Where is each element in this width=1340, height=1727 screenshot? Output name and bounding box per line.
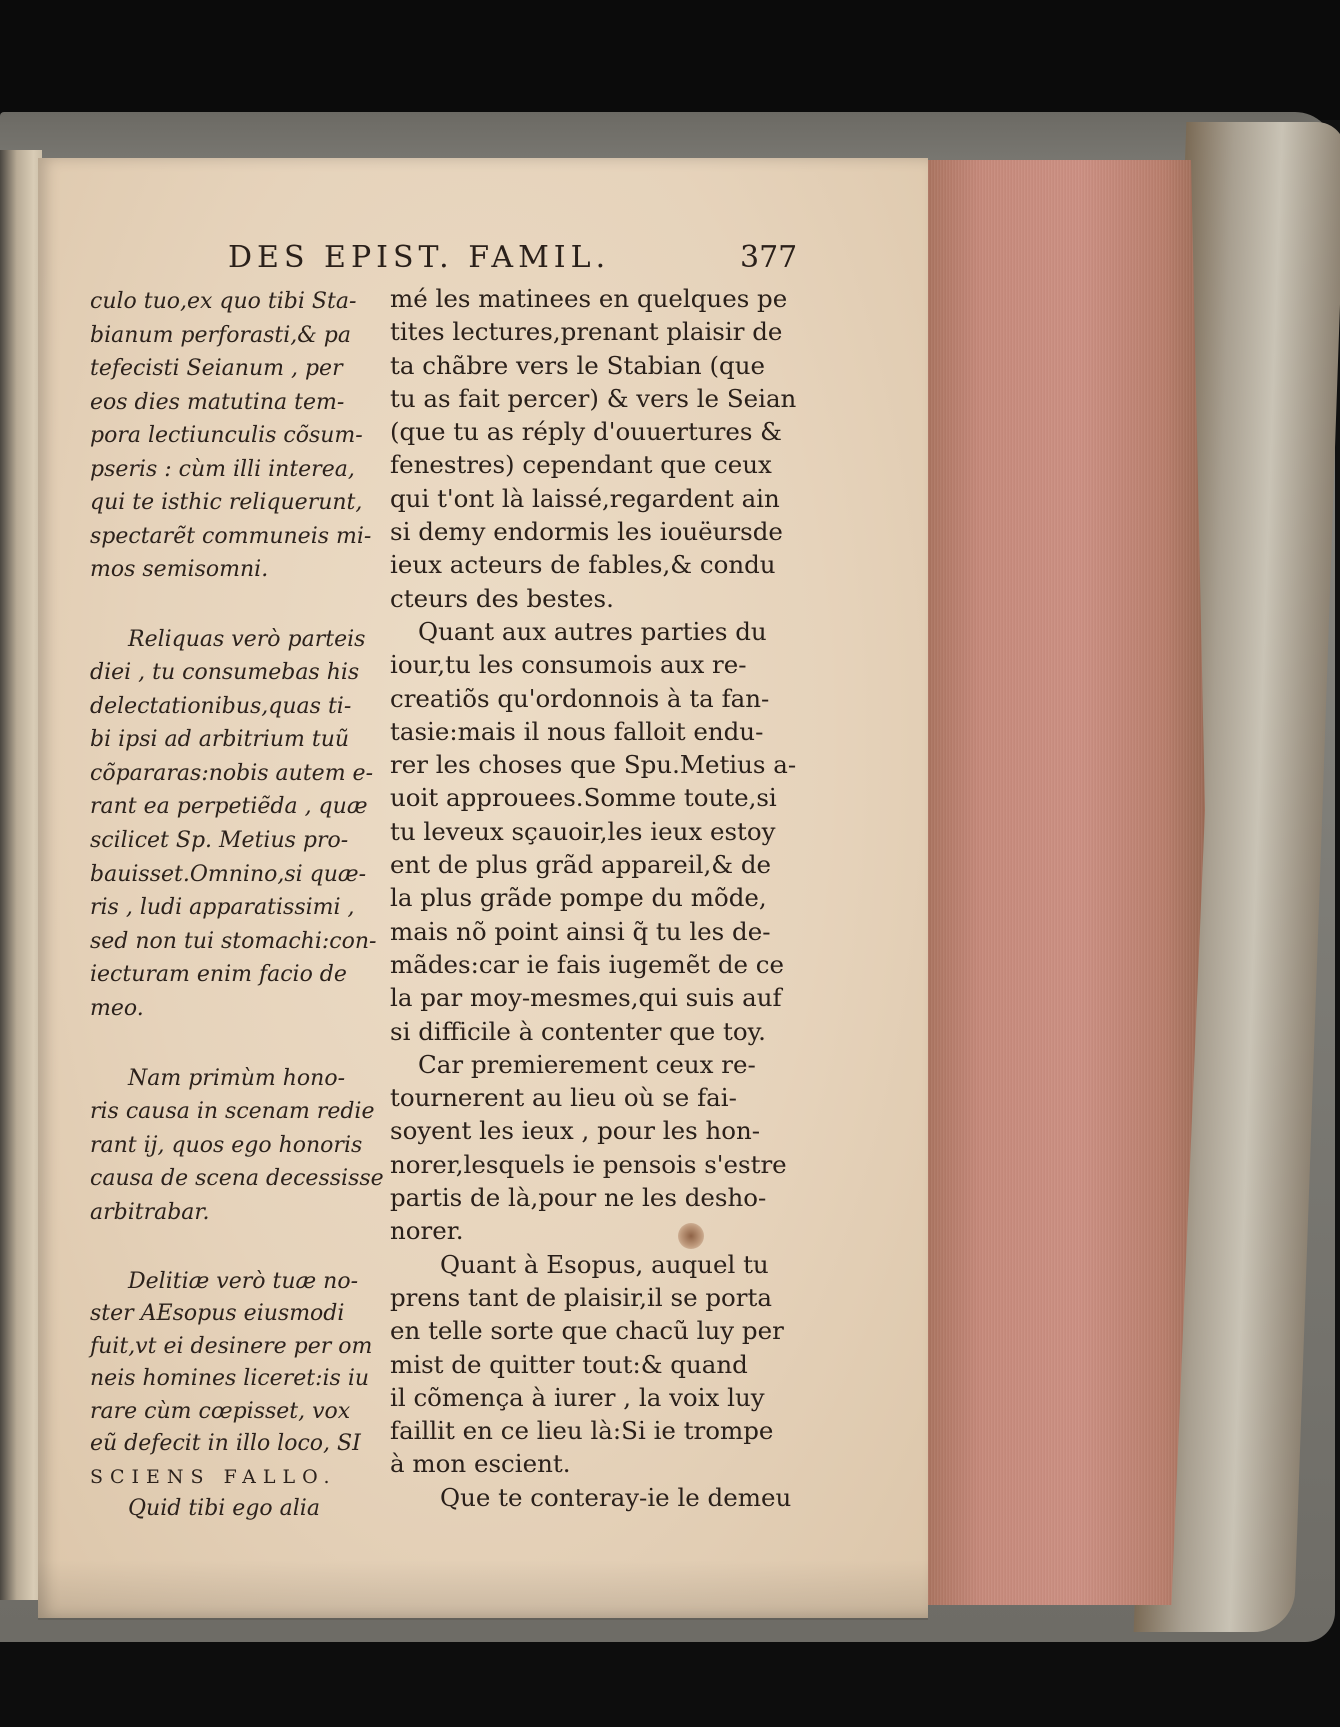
text-line: cteurs des bestes.: [390, 583, 614, 613]
text-line: (que tu as réply d'ouuertures &: [390, 417, 782, 447]
text-line: SCIENS FALLO.: [90, 1465, 337, 1488]
latin-column: [90, 285, 390, 1562]
page-shadow: [38, 1560, 928, 1620]
text-line: sed non tui stomachi:con-: [90, 928, 377, 954]
french-column: [390, 282, 820, 1514]
text-line: Delitiæ verò tuæ no-: [128, 1268, 359, 1294]
text-line: à mon escient.: [390, 1449, 571, 1479]
text-line: faillit en ce lieu là:Si ie trompe: [390, 1416, 774, 1446]
dark-background: [0, 0, 1340, 120]
text-line: mãdes:car ie fais iugemẽt de ce: [390, 949, 785, 979]
text-line: prens tant de plaisir,il se porta: [390, 1282, 772, 1312]
text-line: la par moy-mesmes,qui suis auf: [390, 983, 782, 1013]
text-line: delectationibus,quas ti-: [90, 693, 352, 719]
text-line: tites lectures,prenant plaisir de: [390, 317, 783, 347]
text-line: eũ defecit in illo loco, SI: [90, 1431, 361, 1457]
text-line: ta chãbre vers le Stabian (que: [390, 350, 766, 380]
text-line: spectarẽt communeis mi-: [90, 523, 372, 549]
text-line: meo.: [90, 996, 144, 1022]
text-line: mé les matinees en quelques pe: [390, 284, 788, 313]
text-line: bauisset.Omnino,si quæ-: [90, 861, 367, 887]
text-line: rant ea perpetiẽda , quæ: [90, 794, 368, 820]
text-line: Que te conteray-ie le demeu: [440, 1482, 792, 1512]
text-line: cõpararas:nobis autem e-: [90, 760, 374, 786]
page-fore-edge: [925, 160, 1205, 1605]
text-line: ent de plus grãd appareil,& de: [390, 850, 772, 880]
latin-paragraph: [90, 285, 390, 587]
text-line: iecturam enim facio de: [90, 962, 347, 988]
text-line: diei , tu consumebas his: [90, 660, 360, 686]
text-line: Car premierement ceux re-: [418, 1049, 756, 1079]
text-line: eos dies matutina tem-: [90, 389, 345, 415]
text-line: il cõmença à iurer , la voix luy: [390, 1382, 765, 1412]
text-line: partis de là,pour ne les desho-: [390, 1183, 767, 1213]
text-line: soyent les ieux , pour les hon-: [390, 1116, 761, 1146]
text-line: en telle sorte que chacũ luy per: [390, 1316, 784, 1346]
text-line: mist de quitter tout:& quand: [390, 1349, 748, 1379]
text-line: Reliquas verò parteis: [128, 626, 366, 652]
text-line: tu as fait percer) & vers le Seian: [390, 383, 797, 413]
text-line: ris causa in scenam redie: [90, 1099, 375, 1125]
text-line: rer les choses que Spu.Metius a-: [390, 750, 797, 780]
text-line: la plus grãde pompe du mõde,: [390, 883, 767, 913]
text-line: tournerent au lieu où se fai-: [390, 1083, 737, 1113]
text-line: mos semisomni.: [90, 557, 269, 582]
text-line: bi ipsi ad arbitrium tuũ: [90, 727, 350, 753]
text-line: Quant à Esopus, auquel tu: [440, 1249, 769, 1279]
facing-page-edge: [0, 150, 42, 1600]
text-line: norer.: [390, 1216, 464, 1246]
latin-paragraph: [90, 1062, 390, 1230]
text-line: qui t'ont là laissé,regardent ain: [390, 483, 780, 513]
latin-paragraph: [90, 623, 390, 1026]
text-line: pseris : cùm illi interea,: [90, 456, 355, 482]
text-line: Quant aux autres parties du: [418, 616, 767, 646]
text-line: rare cùm cœpisset, vox: [90, 1398, 351, 1424]
text-line: tasie:mais il nous falloit endu-: [390, 716, 764, 746]
running-head: DES EPIST. FAMIL.: [228, 240, 611, 275]
text-line: iour,tu les consumois aux re-: [390, 650, 747, 680]
text-line: qui te isthic reliquerunt,: [90, 490, 363, 515]
text-line: culo tuo,ex quo tibi Sta-: [90, 289, 357, 314]
text-line: si difficile à contenter que toy.: [390, 1016, 766, 1046]
paper-stain: [678, 1223, 704, 1249]
text-line: Quid tibi ego alia: [128, 1496, 320, 1522]
text-line: uoit approuees.Somme toute,si: [390, 783, 777, 813]
text-line: causa de scena decessisse: [90, 1166, 384, 1192]
text-line: tefecisti Seianum , per: [90, 356, 343, 381]
text-line: norer,lesquels ie pensois s'estre: [390, 1149, 787, 1179]
text-line: fuit,vt ei desinere per om: [90, 1333, 373, 1359]
text-line: rant ij, quos ego honoris: [90, 1132, 363, 1158]
text-line: si demy endormis les iouëursde: [390, 517, 783, 547]
text-line: ster AEsopus eiusmodi: [90, 1301, 345, 1327]
text-line: pora lectiunculis cõsum-: [90, 423, 363, 448]
text-line: ieux acteurs de fables,& condu: [390, 550, 776, 580]
text-line: arbitrabar.: [90, 1200, 210, 1225]
text-line: bianum perforasti,& pa: [90, 322, 352, 348]
text-line: creatiõs qu'ordonnois à ta fan-: [390, 683, 770, 713]
text-line: ris , ludi apparatissimi ,: [90, 895, 355, 921]
text-line: neis homines liceret:is iu: [90, 1366, 370, 1392]
page-number: 377: [740, 240, 798, 275]
text-line: Nam primùm hono-: [128, 1065, 346, 1091]
text-line: tu leveux sçauoir,les ieux estoy: [390, 816, 776, 846]
text-line: mais nõ point ainsi q̃ tu les de-: [390, 916, 771, 946]
latin-paragraph: [90, 1266, 390, 1526]
text-line: scilicet Sp. Metius pro-: [90, 828, 349, 854]
text-line: fenestres) cependant que ceux: [390, 450, 772, 480]
